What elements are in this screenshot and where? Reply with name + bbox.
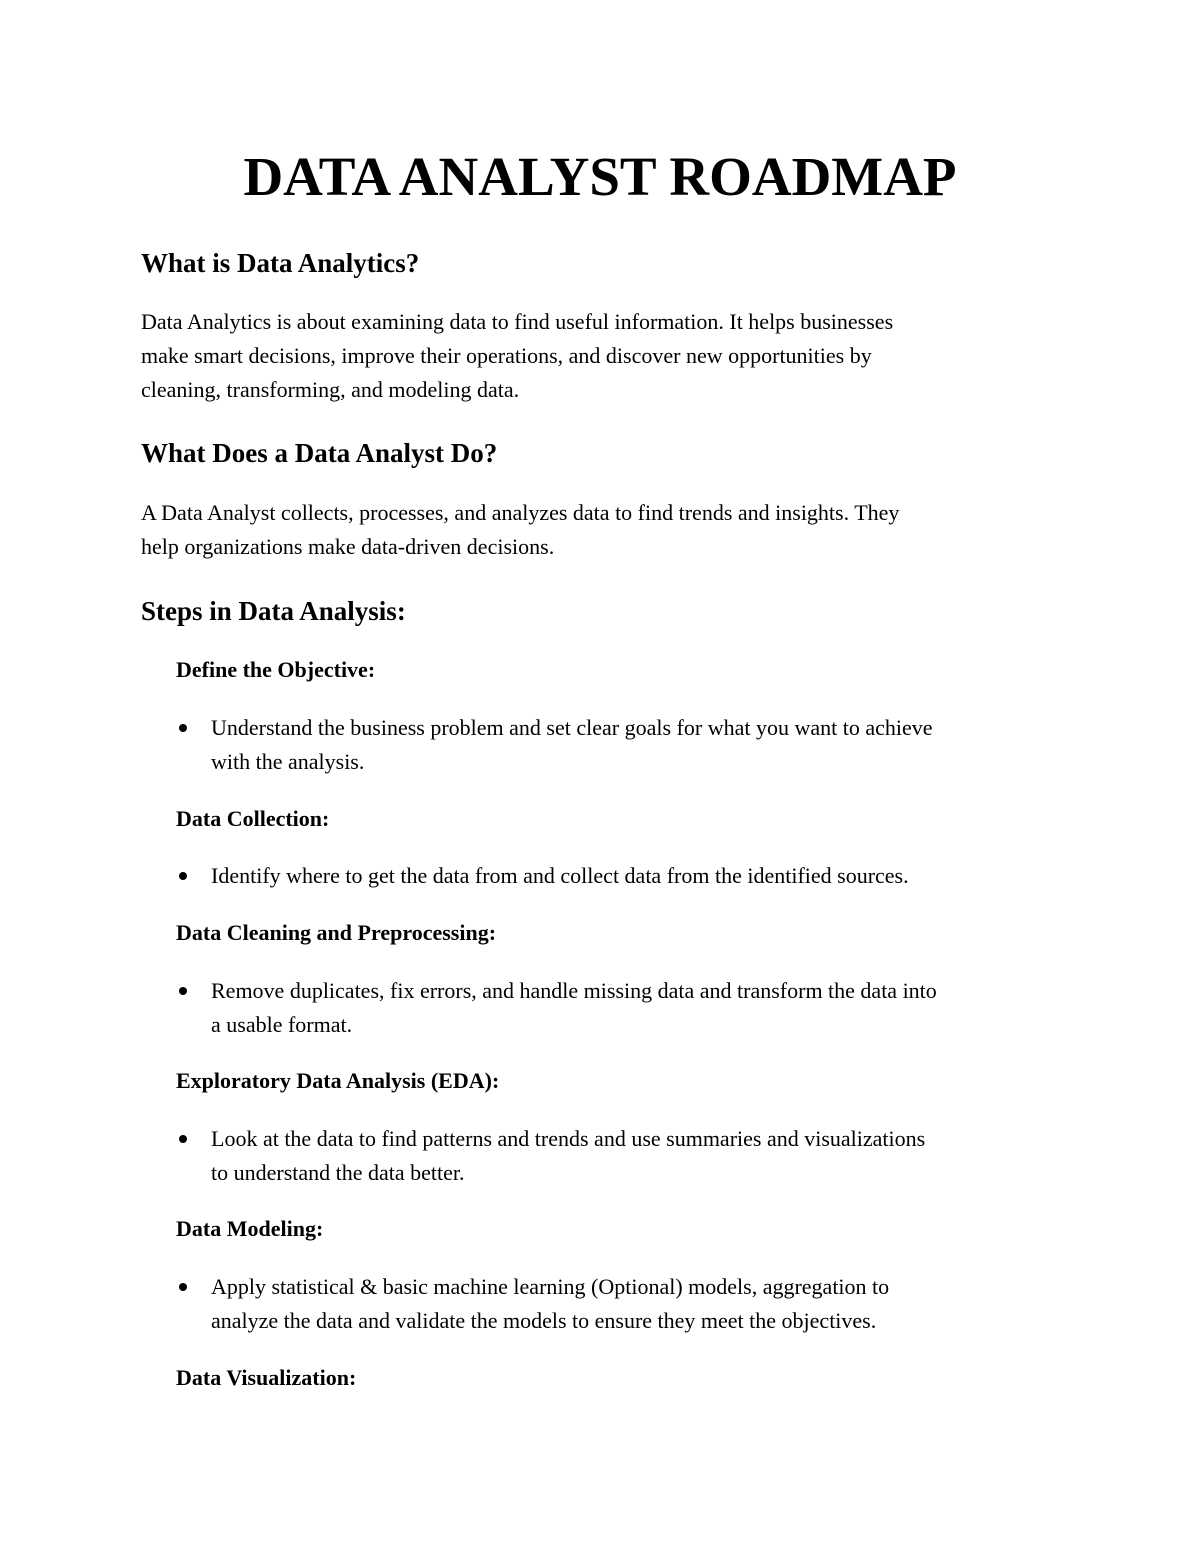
heading-steps-in-data-analysis: Steps in Data Analysis:	[141, 596, 406, 626]
paragraph-line: make smart decisions, improve their operations, and discover new opportunities by	[141, 343, 872, 368]
list-item	[176, 1270, 1066, 1338]
bullet-icon	[179, 872, 187, 880]
paragraph-line: help organizations make data-driven decisions.	[141, 534, 555, 559]
paragraph-data-analyst	[141, 496, 1061, 564]
list-item-line: a usable format.	[211, 1012, 353, 1037]
step-title-eda: Exploratory Data Analysis (EDA):	[176, 1068, 500, 1093]
bullet-icon	[179, 987, 187, 995]
bullet-icon	[179, 724, 187, 732]
list-item-line: Identify where to get the data from and collect data from the identified sources.	[211, 863, 909, 888]
list-item-line: Look at the data to find patterns and trends and use summaries and visualizations	[211, 1126, 926, 1151]
list-item-line: analyze the data and validate the models to ensure they meet the objectives.	[211, 1308, 877, 1333]
bullet-icon	[179, 1135, 187, 1143]
step-title-data-modeling: Data Modeling:	[176, 1216, 324, 1241]
heading-what-is-data-analytics: What is Data Analytics?	[141, 248, 420, 278]
list-item-line: Remove duplicates, fix errors, and handle missing data and transform the data into	[211, 978, 937, 1003]
list-item-line: with the analysis.	[211, 749, 365, 774]
list-item	[176, 711, 1066, 779]
list-item-line: Apply statistical & basic machine learning (Optional) models, aggregation to	[211, 1274, 890, 1299]
list-item	[176, 974, 1066, 1042]
paragraph-line: A Data Analyst collects, processes, and analyzes data to find trends and insights. They	[141, 500, 900, 525]
bullet-icon	[179, 1283, 187, 1291]
step-title-data-cleaning: Data Cleaning and Preprocessing:	[176, 920, 497, 945]
paragraph-data-analytics	[141, 305, 1061, 407]
paragraph-line: Data Analytics is about examining data to find useful information. It helps businesses	[141, 309, 894, 334]
step-title-data-visualization: Data Visualization:	[176, 1365, 357, 1390]
step-title-data-collection: Data Collection:	[176, 806, 330, 831]
document-title: DATA ANALYST ROADMAP	[243, 146, 957, 207]
step-title-define-objective: Define the Objective:	[176, 657, 376, 682]
list-item-line: to understand the data better.	[211, 1160, 465, 1185]
heading-what-does-analyst-do: What Does a Data Analyst Do?	[141, 438, 498, 468]
list-item	[176, 859, 1066, 893]
list-item-line: Understand the business problem and set clear goals for what you want to achieve	[211, 715, 933, 740]
paragraph-line: cleaning, transforming, and modeling data.	[141, 377, 520, 402]
list-item	[176, 1122, 1066, 1190]
